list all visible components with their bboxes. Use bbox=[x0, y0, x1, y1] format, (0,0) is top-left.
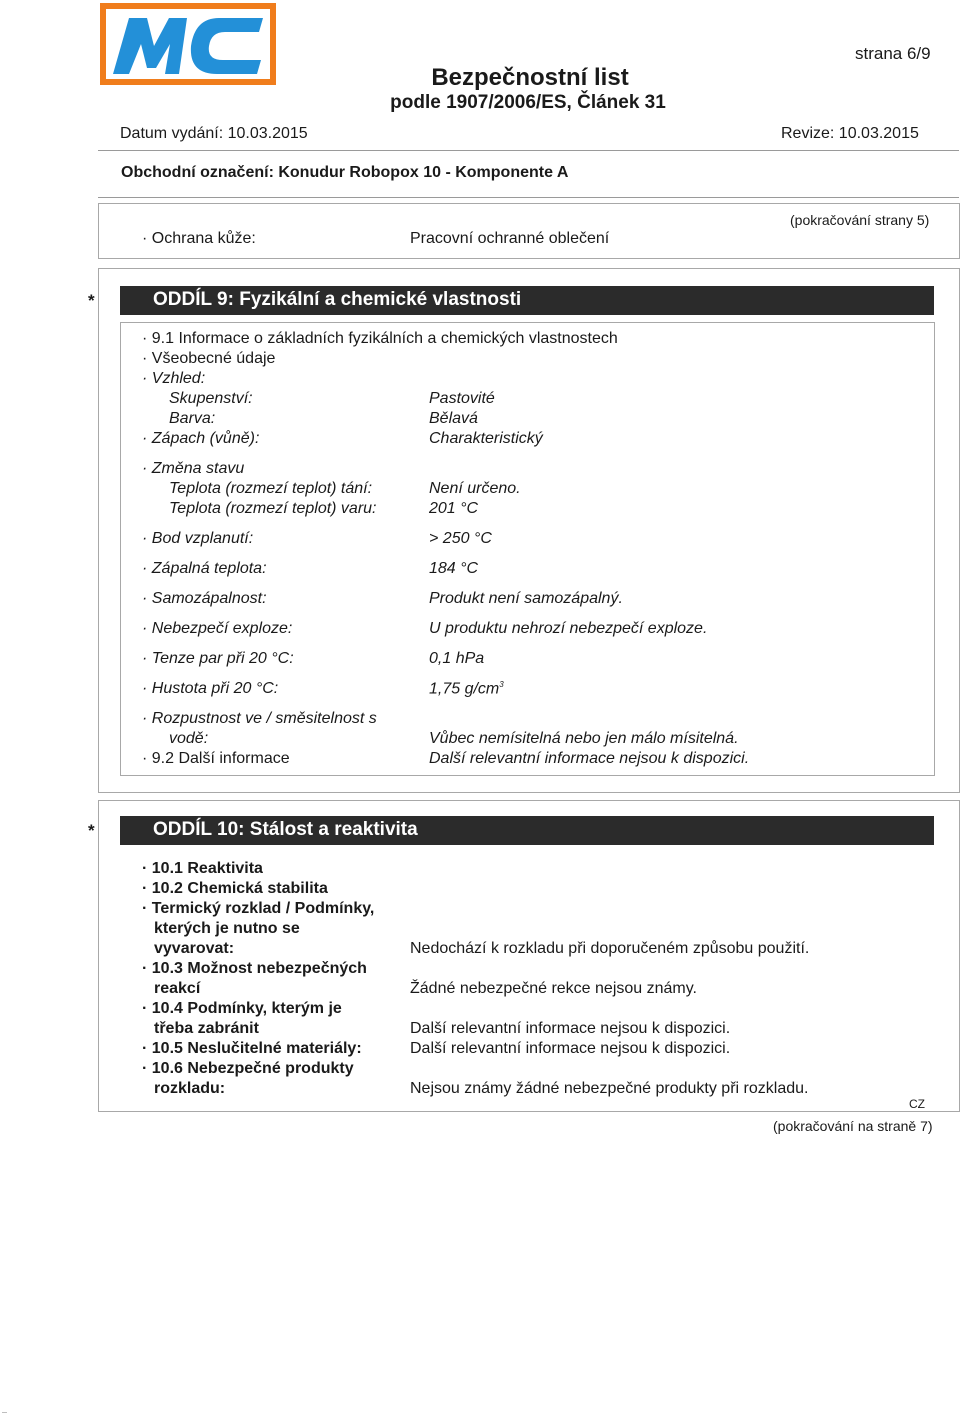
s9-density-value: 1,75 $g/cm^3$ bbox=[429, 680, 504, 698]
language-code: CZ bbox=[909, 1097, 925, 1111]
s9-other-value: Další relevantní informace nejsou k dispozici. bbox=[429, 750, 750, 767]
s10-incompatible-value: Další relevantní informace nejsou k dispozici. bbox=[410, 1040, 731, 1057]
section10-title: ODDÍL 10: Stálost a reaktivita bbox=[153, 819, 418, 840]
s9-vapour-label: · Tenze par při 20 °C: bbox=[142, 650, 294, 667]
s9-melting-value: Není určeno. bbox=[429, 480, 521, 497]
s9-flash-label: · Bod vzplanutí: bbox=[142, 530, 254, 547]
s10-decomposition-1: · 10.6 Nebezpečné produkty bbox=[142, 1060, 354, 1077]
section10-header bbox=[120, 816, 934, 845]
s9-form-label: Skupenství: bbox=[169, 390, 253, 407]
s10-conditions-1: · 10.4 Podmínky, kterým je bbox=[142, 1000, 342, 1017]
s10-thermal-value: Nedochází k rozkladu při doporučeném způsobu použití. bbox=[410, 940, 810, 957]
s9-melting-label: Teplota (rozmezí teplot) tání: bbox=[169, 480, 373, 497]
s10-thermal-3: vyvarovat: bbox=[154, 940, 235, 957]
s9-vapour-value: 0,1 hPa bbox=[429, 650, 485, 667]
header-divider bbox=[98, 150, 959, 151]
s9-other-label: · 9.2 Další informace bbox=[142, 750, 290, 767]
s10-conditions-value: Další relevantní informace nejsou k dispozici. bbox=[410, 1020, 731, 1037]
s10-stability: · 10.2 Chemická stabilita bbox=[142, 880, 328, 897]
s9-basic-info: · 9.1 Informace o základních fyzikálních a chemických vlastnostech bbox=[142, 330, 618, 347]
s9-water-label: vodě: bbox=[169, 730, 209, 747]
s9-ignition-value: 184 °C bbox=[429, 560, 479, 577]
s10-reactivity: · 10.1 Reaktivita bbox=[142, 860, 263, 877]
issue-date: Datum vydání: 10.03.2015 bbox=[120, 125, 308, 142]
s9-solubility-label: · Rozpustnost ve / směsitelnost s bbox=[142, 710, 377, 727]
section9-star: * bbox=[88, 291, 95, 310]
s9-odour-label: · Zápach (vůně): bbox=[142, 430, 260, 447]
continued-on: (pokračování na straně 7) bbox=[773, 1118, 933, 1134]
s10-incompatible-label: · 10.5 Neslučitelné materiály: bbox=[142, 1040, 362, 1057]
s10-hazardous-reactions-2: reakcí bbox=[154, 980, 201, 997]
s9-water-value: Vůbec nemísitelná nebo jen málo mísitelná. bbox=[429, 730, 739, 747]
section9-header bbox=[120, 286, 934, 315]
s9-appearance: · Vzhled: bbox=[142, 370, 206, 387]
skin-protection-label: · Ochrana kůže: bbox=[142, 230, 256, 247]
s9-colour-label: Barva: bbox=[169, 410, 216, 427]
s10-hazardous-reactions-1: · 10.3 Možnost nebezpečných bbox=[142, 960, 367, 977]
s9-colour-value: Bělavá bbox=[429, 410, 478, 427]
revision-date: Revize: 10.03.2015 bbox=[781, 125, 919, 142]
skin-protection-value: Pracovní ochranné oblečení bbox=[410, 230, 610, 247]
document-subtitle: podle 1907/2006/ES, Článek 31 bbox=[390, 92, 666, 113]
s9-general: · Všeobecné údaje bbox=[142, 350, 276, 367]
s10-decomposition-2: rozkladu: bbox=[154, 1080, 226, 1097]
s9-explosion-label: · Nebezpečí exploze: bbox=[142, 620, 293, 637]
s9-boiling-label: Teplota (rozmezí teplot) varu: bbox=[169, 500, 377, 517]
s10-decomposition-value: Nejsou známy žádné nebezpečné produkty při rozkladu. bbox=[410, 1080, 809, 1097]
s9-form-value: Pastovité bbox=[429, 390, 495, 407]
s9-change-of-state: · Změna stavu bbox=[142, 460, 245, 477]
corner-mark: — bbox=[2, 1410, 7, 1416]
s10-hazardous-reactions-value: Žádné nebezpečné rekce nejsou známy. bbox=[410, 980, 697, 997]
s9-boiling-value: 201 °C bbox=[429, 500, 479, 517]
trade-divider bbox=[98, 197, 959, 198]
page-number: strana 6/9 bbox=[855, 44, 931, 63]
continued-from: (pokračování strany 5) bbox=[790, 212, 930, 228]
density-unit-exponent: 3 bbox=[499, 680, 504, 689]
section9-title: ODDÍL 9: Fyzikální a chemické vlastnosti bbox=[153, 289, 522, 310]
s10-conditions-2: třeba zabránit bbox=[154, 1020, 259, 1037]
trade-name: Obchodní označení: Konudur Robopox 10 - Komponente A bbox=[121, 164, 569, 181]
s10-thermal-1: · Termický rozklad / Podmínky, bbox=[142, 900, 375, 917]
s9-density-label: · Hustota při 20 °C: bbox=[142, 680, 279, 697]
section10-star: * bbox=[88, 821, 95, 840]
document-title: Bezpečnostní list bbox=[431, 64, 629, 91]
s9-odour-value: Charakteristický bbox=[429, 430, 543, 447]
s9-explosion-value: U produktu nehrozí nebezpečí exploze. bbox=[429, 620, 708, 637]
s9-ignition-label: · Zápalná teplota: bbox=[142, 560, 267, 577]
s10-thermal-2: kterých je nutno se bbox=[154, 920, 300, 937]
s9-selfignition-value: Produkt není samozápalný. bbox=[429, 590, 623, 607]
s9-flash-value: > 250 °C bbox=[429, 530, 492, 547]
s9-selfignition-label: · Samozápalnost: bbox=[142, 590, 267, 607]
